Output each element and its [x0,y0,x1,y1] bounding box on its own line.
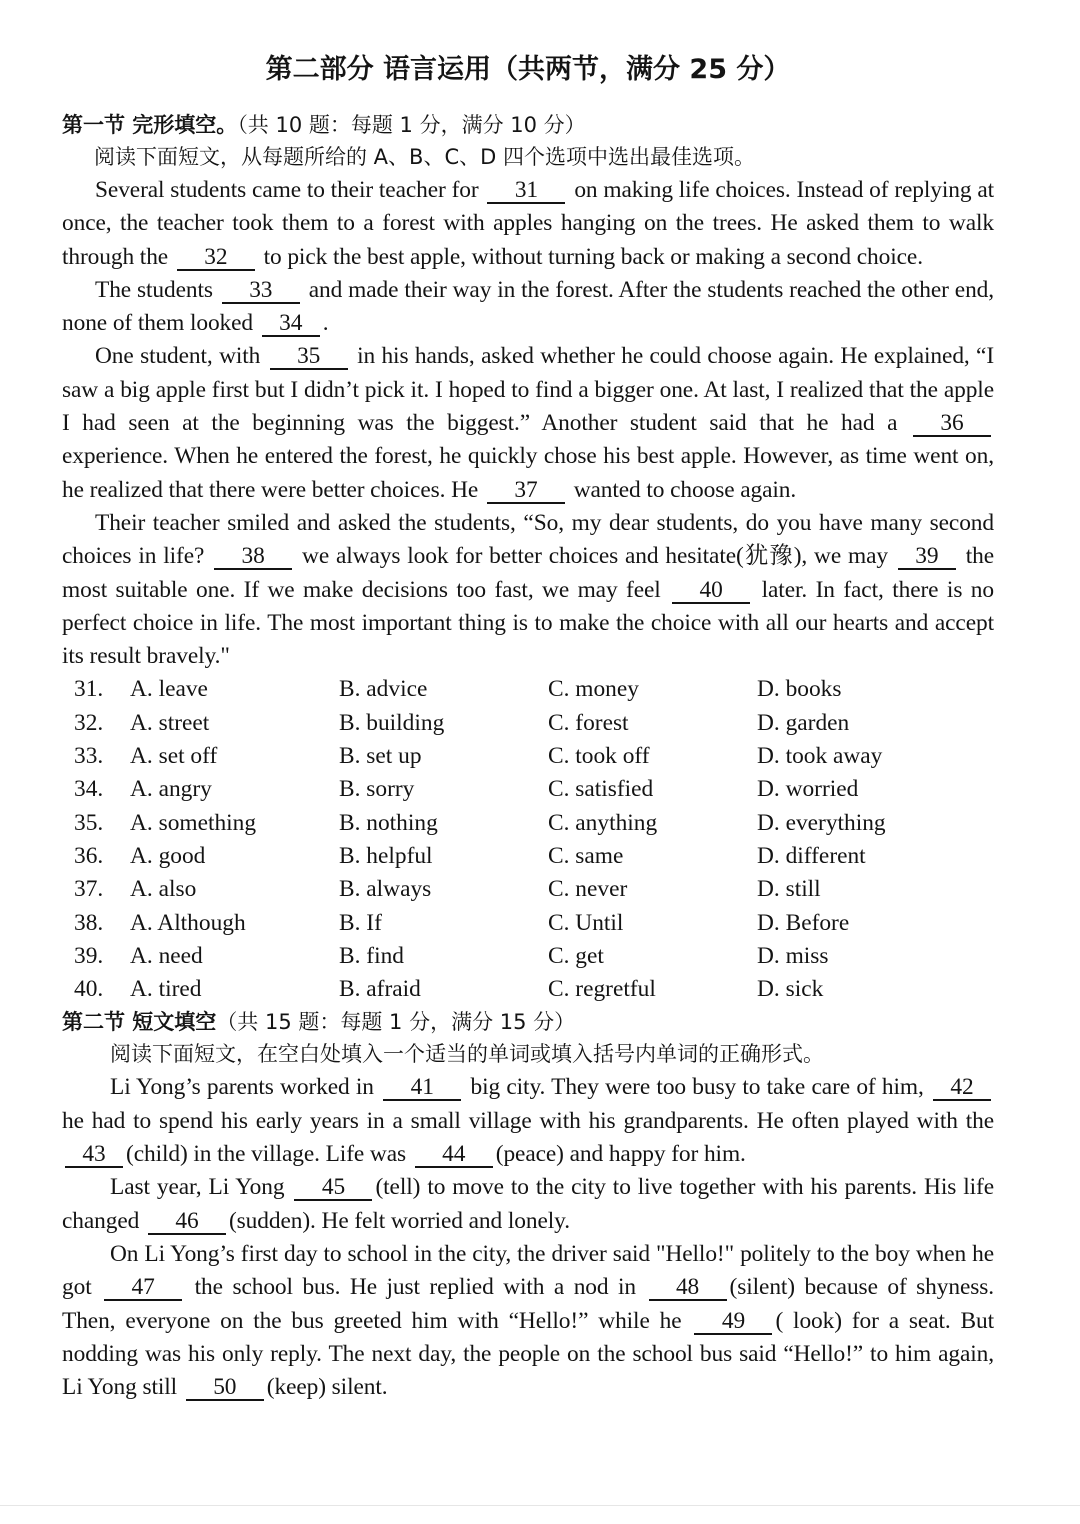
blank-32[interactable]: 32 [177,245,255,271]
text: in his hands, asked whether he could choose again. He explained, “I saw a big apple first but I didn’t pick it. I hoped to find a bigger one. At last, I realized that the apple I had seen at the beginning was the biggest.” Another student said that he had a [62,343,995,437]
text: later. In fact, there is no perfect choice in life. The most important thing is to make the choice with all our hearts and accept its result bravely." [62,576,994,670]
option-a[interactable]: A. good [130,842,206,869]
options-table [62,673,994,1006]
cloze-paragraph-4 [62,507,994,673]
text: wanted to choose again. [573,476,797,503]
fill-paragraph-3 [62,1238,994,1404]
option-a[interactable]: A. street [130,709,210,736]
option-c[interactable]: C. regretful [548,976,656,1003]
option-b[interactable]: B. nothing [339,809,438,836]
option-c[interactable]: C. took off [548,743,650,770]
option-c[interactable]: C. forest [548,709,629,736]
option-c[interactable]: C. Until [548,909,624,936]
option-row [62,707,994,740]
option-b[interactable]: B. find [339,942,404,969]
blank-35[interactable]: 35 [270,344,348,370]
option-d[interactable]: D. sick [757,976,824,1003]
option-a[interactable]: A. leave [130,676,208,703]
fill-paragraph-1 [62,1071,994,1171]
option-c[interactable]: C. anything [548,809,658,836]
option-b[interactable]: B. helpful [339,842,433,869]
section2-heading-rest: （共 15 题：每题 1 分，满分 15 分） [216,1010,576,1035]
option-d[interactable]: D. books [757,676,842,703]
cloze-paragraph-3 [62,340,994,506]
text: the school bus. He just replied with a nod in [194,1274,637,1301]
question-number: 31. [74,676,104,703]
blank-43[interactable]: 43 [65,1142,123,1168]
text: (keep) silent. [266,1374,388,1401]
option-a[interactable]: A. Although [130,909,246,936]
option-b[interactable]: B. sorry [339,776,415,803]
text: Li Yong’s parents worked in [110,1074,374,1101]
option-c[interactable]: C. money [548,676,639,703]
option-row [62,940,994,973]
text: the most suitable one. If we make decisions too fast, we may feel [62,543,995,603]
page-bottom-divider [0,1505,1080,1506]
option-b[interactable]: B. set up [339,743,422,770]
text: . [322,310,329,337]
question-number: 40. [74,976,104,1003]
text: experience. When he entered the forest, he quickly chose his best apple. However, as time went on, he realized that there were better choices. He [62,443,994,503]
option-a[interactable]: A. also [130,876,197,903]
option-d[interactable]: D. different [757,842,866,869]
option-b[interactable]: B. If [339,909,382,936]
blank-36[interactable]: 36 [913,411,991,437]
question-number: 35. [74,809,104,836]
text: (silent) because of shyness. Then, everyone on the bus greeted him with “Hello!” while he [62,1274,995,1334]
text: (tell) to move to the city to live together with his parents. His life changed [62,1174,994,1234]
option-c[interactable]: C. never [548,876,628,903]
section2-heading-bold: 第二节 短文填空 [62,1010,217,1035]
option-d[interactable]: D. everything [757,809,886,836]
option-row [62,973,994,1006]
text: Several students came to their teacher for [95,177,479,203]
option-c[interactable]: C. get [548,942,604,969]
question-number: 36. [74,842,104,869]
text: Last year, Li Yong [110,1174,285,1201]
question-number: 37. [74,876,104,903]
option-d[interactable]: D. still [757,876,821,903]
option-d[interactable]: D. worried [757,776,859,803]
question-number: 38. [74,909,104,936]
blank-47[interactable]: 47 [104,1275,182,1301]
question-number: 33. [74,743,104,770]
option-row [62,773,994,806]
question-number: 32. [74,709,104,736]
option-row [62,873,994,906]
text: (child) in the village. Life was [126,1141,406,1168]
option-a[interactable]: A. need [130,942,203,969]
option-a[interactable]: A. tired [130,976,202,1003]
text: ( look) for a seat. But nodding was his only reply. The next day, the people on the school bus said “Hello!” to him again, Li Yong still [62,1307,995,1401]
option-row [62,807,994,840]
blank-50[interactable]: 50 [186,1375,264,1401]
blank-34[interactable]: 34 [262,311,320,337]
fill-paragraph-2 [62,1171,994,1238]
blank-31[interactable]: 31 [487,178,565,204]
option-d[interactable]: D. miss [757,942,829,969]
cloze-paragraph-1 [62,174,994,274]
option-row [62,740,994,773]
section2-instruction: 阅读下面短文，在空白处填入一个适当的单词或填入括号内单词的正确形式。 [110,1042,824,1067]
text: we always look for better choices and hesitate(犹豫), we may [302,543,888,570]
option-c[interactable]: C. satisfied [548,776,654,803]
option-row [62,907,994,940]
section1-heading [62,109,994,141]
option-b[interactable]: B. always [339,876,432,903]
option-a[interactable]: A. something [130,809,257,836]
option-b[interactable]: B. building [339,709,445,736]
option-c[interactable]: C. same [548,842,624,869]
section1-heading-rest: （共 10 题：每题 1 分，满分 10 分） [237,113,586,137]
text: he had to spend his early years in a small village with his grandparents. He often played with the [62,1107,994,1134]
page-title: 第二部分 语言运用（共两节，满分 25 分） [265,54,791,85]
blank-41[interactable]: 41 [383,1075,461,1101]
blank-45[interactable]: 45 [294,1175,372,1201]
blank-42[interactable]: 42 [933,1075,991,1101]
text: (sudden). He felt worried and lonely. [228,1207,570,1234]
text: and made their way in the forest. After the students reached the other end, none of them looked [62,276,995,337]
option-b[interactable]: B. afraid [339,976,421,1003]
section1-heading-bold: 第一节 完形填空。 [62,113,238,137]
blank-49[interactable]: 49 [694,1309,772,1335]
option-d[interactable]: D. Before [757,909,850,936]
blank-39[interactable]: 39 [898,544,956,570]
option-d[interactable]: D. took away [757,743,883,770]
blank-33[interactable]: 33 [222,278,300,304]
text: to pick the best apple, without turning back or making a second choice. [263,243,923,270]
text: (peace) and happy for him. [495,1141,746,1168]
option-row [62,673,994,706]
blank-40[interactable]: 40 [672,578,750,604]
text: on making life choices. Instead of replying at once, the teacher took them to a forest with apples hanging on the trees. He asked them to walk through the [62,177,995,270]
blank-38[interactable]: 38 [214,544,292,570]
question-number: 34. [74,776,104,803]
text: Their teacher smiled and asked the students, “So, my dear students, do you have many second choices in life? [62,509,994,570]
text: On Li Yong’s first day to school in the city, the driver said "Hello!" politely to the boy when he got [62,1240,994,1301]
text: One student, with [95,343,261,370]
section1-instruction: 阅读下面短文，从每题所给的 A、B、C、D 四个选项中选出最佳选项。 [94,145,755,169]
text: The students [95,276,213,303]
option-a[interactable]: A. set off [130,743,218,770]
option-a[interactable]: A. angry [130,776,212,803]
blank-44[interactable]: 44 [415,1142,493,1168]
question-number: 39. [74,942,104,969]
section2-heading [62,1006,994,1038]
option-d[interactable]: D. garden [757,709,850,736]
blank-37[interactable]: 37 [487,478,565,504]
option-row [62,840,994,873]
blank-46[interactable]: 46 [148,1209,226,1235]
blank-48[interactable]: 48 [649,1275,727,1301]
cloze-paragraph-2 [62,274,994,341]
option-b[interactable]: B. advice [339,676,428,703]
text: big city. They were too busy to take care of him, [470,1074,924,1101]
